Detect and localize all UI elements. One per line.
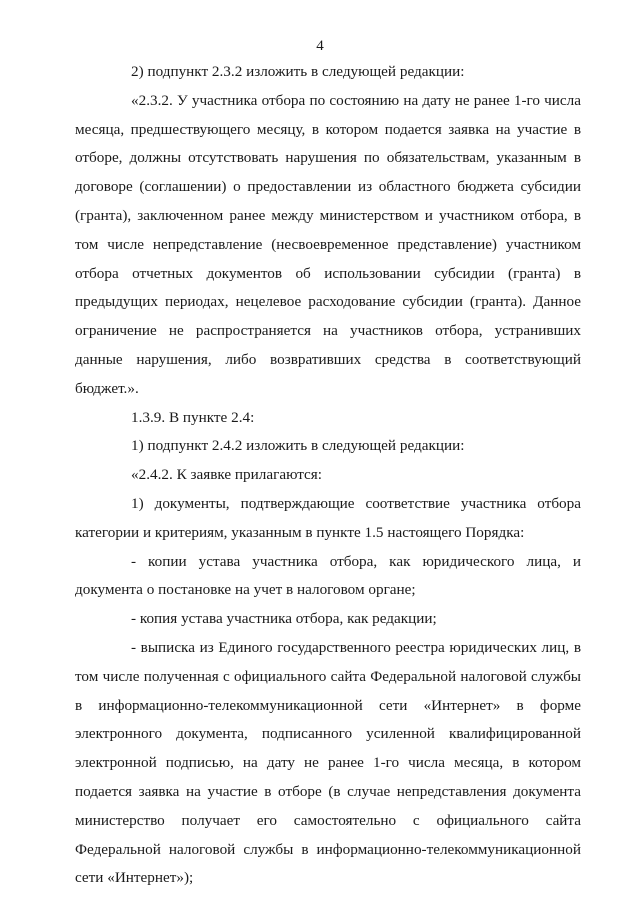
document-body [75,58,581,893]
paragraph-subitem-2-4-2-intro: 1) подпункт 2.4.2 изложить в следующей редакции: [131,437,465,455]
paragraph-subitem-2-3-2-intro: 2) подпункт 2.3.2 изложить в следующей редакции: [131,63,465,80]
list-item-egrul-extract: - выписка из Единого государственного реестра юридических лиц, в том числе полученная с официального сайта Федеральной налоговой службы в информационно-телекоммуникационной сети «Интернет» в форме электронного документа, подписанного усиленной квалифицированной электронной подписью, на дату не ранее 1-го числа месяца, в котором подается заявка на участие в отборе (в случае непредставления документа министерство получает его самостоятельно с официального сайта Федеральной налоговой службы в информационно-телекоммуникационной сети «Интернет»); [75,638,581,887]
page-number: 4 [316,38,324,54]
paragraph-documents-criteria: 1) документы, подтверждающие соответствие участника отбора категории и критериям, указанным в пункте 1.5 настоящего Порядка: [75,494,581,541]
paragraph-2-4-2-heading: «2.4.2. К заявке прилагаются: [131,466,322,484]
paragraph-1-3-9-heading: 1.3.9. В пункте 2.4: [131,408,255,426]
list-item-charter-copy-editorial: - копия устава участника отбора, как редакции; [131,610,437,628]
list-item-charter-copies: - копии устава участника отбора, как юридического лица, и документа о постановке на учет в налоговом органе; [75,552,581,599]
paragraph-2-3-2-text: «2.3.2. У участника отбора по состоянию на дату не ранее 1-го числа месяца, предшествующего месяцу, в котором подается заявка на участие в отборе, должны отсутствовать нарушения по обязательствам, указанным в договоре (соглашении) о предоставлении из областного бюджета субсидии (гранта), заключенном ранее между министерством и участником отбора, в том числе непредставление (несвоевременное представление) участником отбора отчетных документов об использовании субсидии (гранта) в предыдущих периодах, нецелевое расходование субсидии (гранта). Данное ограничение не распространяется на участников отбора, устранивших данные нарушения, либо возвративших средства в соответствующий бюджет.». [75,91,581,397]
